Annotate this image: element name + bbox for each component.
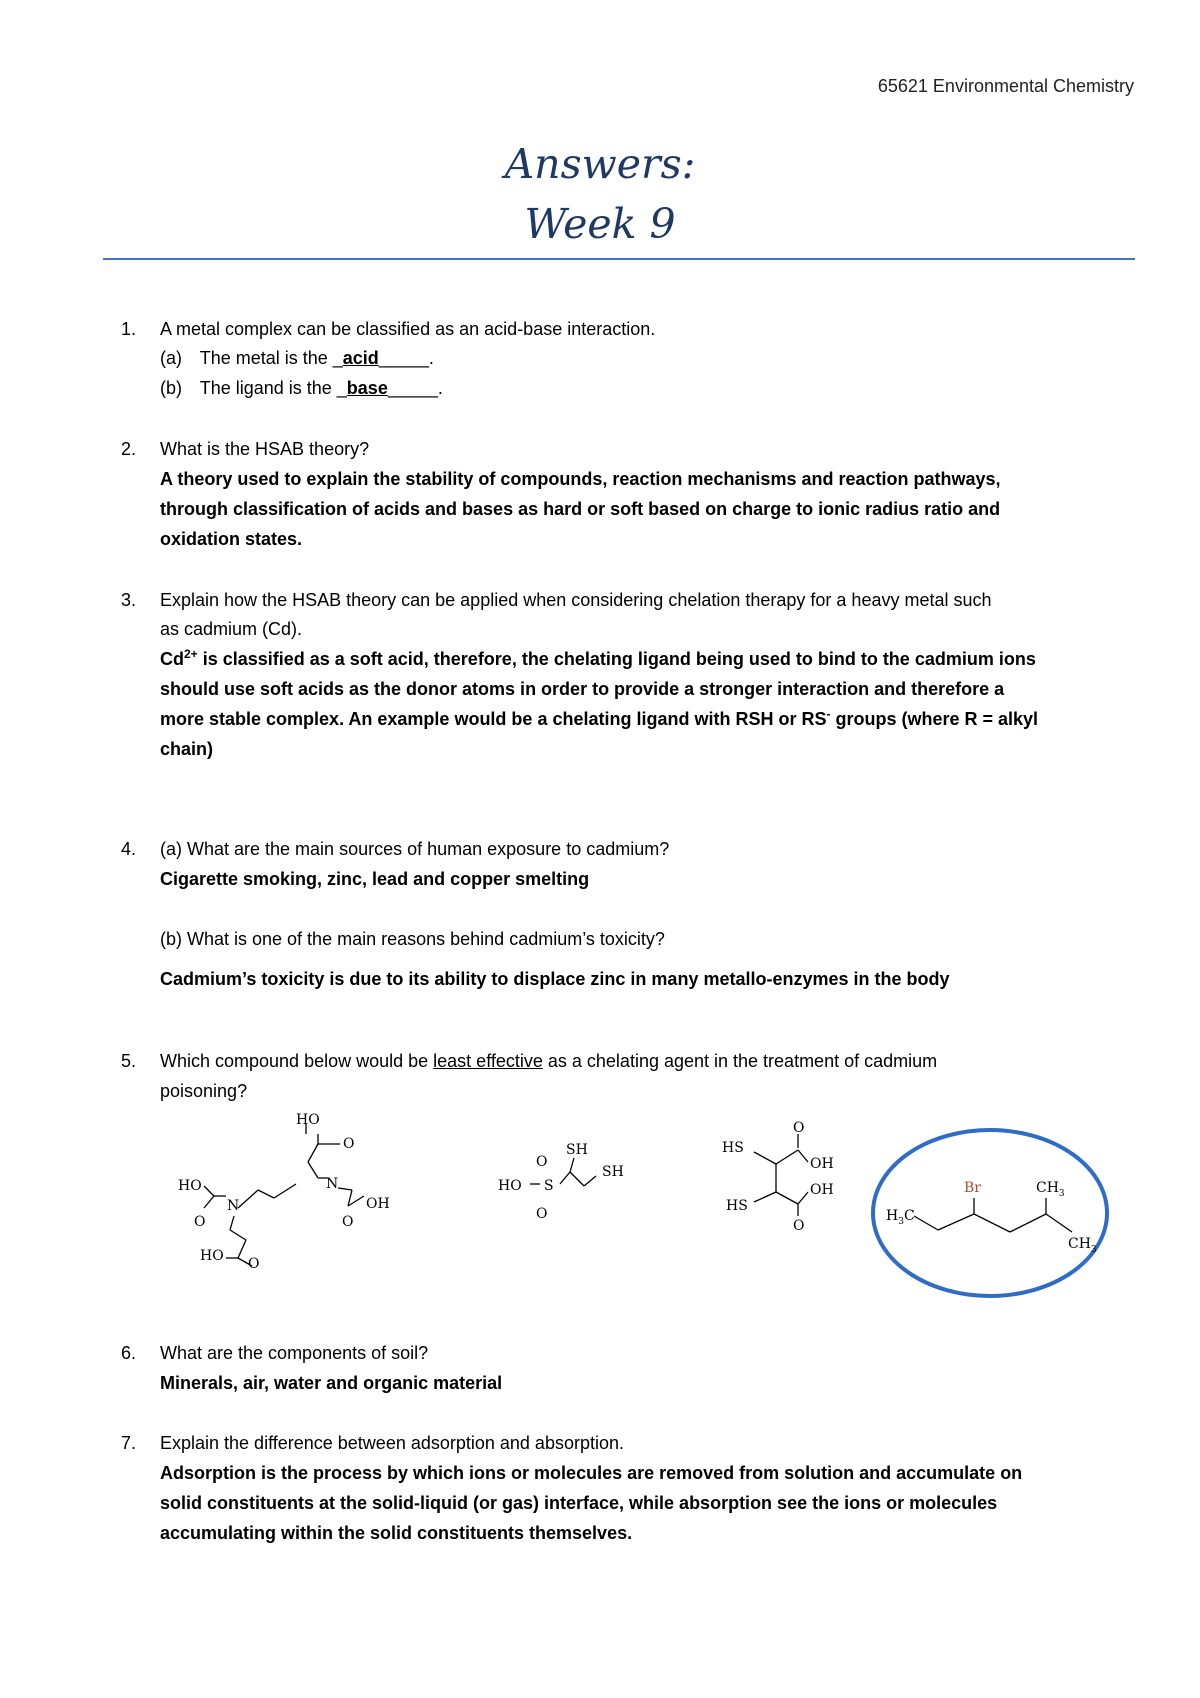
answer-7-line: accumulating within the solid constituents themselves. xyxy=(160,1523,633,1543)
atom-label: SH xyxy=(602,1164,624,1180)
page-title: Answers: xyxy=(504,140,696,188)
question-5-prefix: Which compound below would be xyxy=(160,1051,434,1071)
question-number: 2. xyxy=(121,439,137,459)
question-number: 5. xyxy=(121,1051,137,1071)
atom-label: O xyxy=(248,1256,260,1270)
answer-3-line xyxy=(160,648,1036,670)
chemical-structure-bromoalkane xyxy=(868,1120,1118,1300)
answer-3-line xyxy=(160,708,1038,730)
question-5-text xyxy=(160,1050,937,1072)
answer-4b: Cadmium’s toxicity is due to its ability to displace zinc in many metallo-enzymes in the body xyxy=(160,969,950,989)
question-3-text: as cadmium (Cd). xyxy=(160,619,303,639)
answer-3-line: chain) xyxy=(160,739,214,759)
atom-label: $CH_3$ xyxy=(1068,1236,1097,1255)
atom-label: O xyxy=(343,1136,355,1152)
cadmium-symbol: Cd xyxy=(160,649,184,669)
question-1b-label: (b) xyxy=(160,378,182,398)
question-1b-suffix: _____. xyxy=(387,378,443,398)
answer-7-line: solid constituents at the solid-liquid (or gas) interface, while absorption see the ions or molecules xyxy=(160,1493,998,1513)
question-1a xyxy=(160,347,434,369)
charge-superscript: 2+ xyxy=(184,647,198,661)
atom-label: OH xyxy=(366,1196,390,1212)
question-1a-prefix: The metal is the _ xyxy=(199,348,343,368)
question-5-emphasis: least effective xyxy=(433,1051,543,1071)
question-7-text: Explain the difference between adsorption and absorption. xyxy=(160,1433,624,1453)
answer-7-line: Adsorption is the process by which ions or molecules are removed from solution and accumulate on xyxy=(160,1463,1023,1483)
atom-label: O xyxy=(194,1214,206,1230)
answer-2-line: through classification of acids and bases as hard or soft based on charge to ionic radius ratio and xyxy=(160,499,1001,519)
chemical-structure-dmps xyxy=(492,1126,632,1226)
question-1-text: A metal complex can be classified as an acid-base interaction. xyxy=(160,319,656,339)
page-subtitle: Week 9 xyxy=(524,200,676,248)
question-3-text: Explain how the HSAB theory can be applied when considering chelation therapy for a heavy metal such xyxy=(160,590,992,610)
answer-3-text: more stable complex. An example would be a chelating ligand with RSH or RS xyxy=(160,709,827,729)
atom-label: S xyxy=(544,1178,554,1194)
atom-label: HO xyxy=(498,1178,522,1194)
question-1b-prefix: The ligand is the _ xyxy=(199,378,347,398)
answer-3-text: groups (where R = alkyl xyxy=(830,709,1039,729)
atom-label: O xyxy=(793,1120,805,1136)
question-number: 4. xyxy=(121,839,137,859)
atom-label: N xyxy=(227,1198,240,1214)
atom-label: $CH_3$ xyxy=(1036,1180,1065,1199)
atom-label: O xyxy=(793,1218,805,1234)
question-5-suffix: as a chelating agent in the treatment of cadmium xyxy=(542,1051,938,1071)
title-divider xyxy=(103,258,1135,260)
answer-4a: Cigarette smoking, zinc, lead and copper smelting xyxy=(160,869,590,889)
question-number: 3. xyxy=(121,590,137,610)
chemical-structure-edta xyxy=(168,1110,438,1270)
answer-3-line: should use soft acids as the donor atoms in order to provide a stronger interaction and therefore a xyxy=(160,679,1005,699)
atom-label: HO xyxy=(178,1178,202,1194)
bromine-label: Br xyxy=(964,1180,981,1196)
question-number: 1. xyxy=(121,319,137,339)
answer-1a: acid xyxy=(342,348,379,368)
question-2-text: What is the HSAB theory? xyxy=(160,439,370,459)
question-1a-suffix: _____. xyxy=(378,348,434,368)
atom-label: HO xyxy=(200,1248,224,1264)
question-number: 6. xyxy=(121,1343,137,1363)
atom-label: O xyxy=(536,1154,548,1170)
atom-label: $H_3C$ xyxy=(886,1208,915,1227)
answer-2-line: oxidation states. xyxy=(160,529,303,549)
answer-3-text: is classified as a soft acid, therefore, the chelating ligand being used to bind to the cadmium ions xyxy=(197,649,1036,669)
atom-label: OH xyxy=(810,1156,834,1172)
question-1b xyxy=(160,377,443,399)
atom-label: HO xyxy=(296,1112,320,1128)
atom-label: N xyxy=(326,1176,339,1192)
chemical-structure-dmsa xyxy=(718,1118,848,1234)
answer-1b: base xyxy=(346,378,388,398)
question-4b-text: (b) What is one of the main reasons behind cadmium’s toxicity? xyxy=(160,929,665,949)
charge-superscript: - xyxy=(826,707,831,721)
course-header: 65621 Environmental Chemistry xyxy=(877,76,1134,96)
answer-2-line: A theory used to explain the stability of compounds, reaction mechanisms and reaction pathways, xyxy=(160,469,1001,489)
question-4a-text: (a) What are the main sources of human exposure to cadmium? xyxy=(160,839,670,859)
atom-label: HS xyxy=(722,1140,744,1156)
answer-6: Minerals, air, water and organic material xyxy=(160,1373,503,1393)
question-5-text: poisoning? xyxy=(160,1081,248,1101)
atom-label: SH xyxy=(566,1142,588,1158)
atom-label: O xyxy=(536,1206,548,1222)
atom-label: O xyxy=(342,1214,354,1230)
question-6-text: What are the components of soil? xyxy=(160,1343,429,1363)
atom-label: OH xyxy=(810,1182,834,1198)
question-1a-label: (a) xyxy=(160,348,182,368)
atom-label: HS xyxy=(726,1198,748,1214)
question-number: 7. xyxy=(121,1433,137,1453)
